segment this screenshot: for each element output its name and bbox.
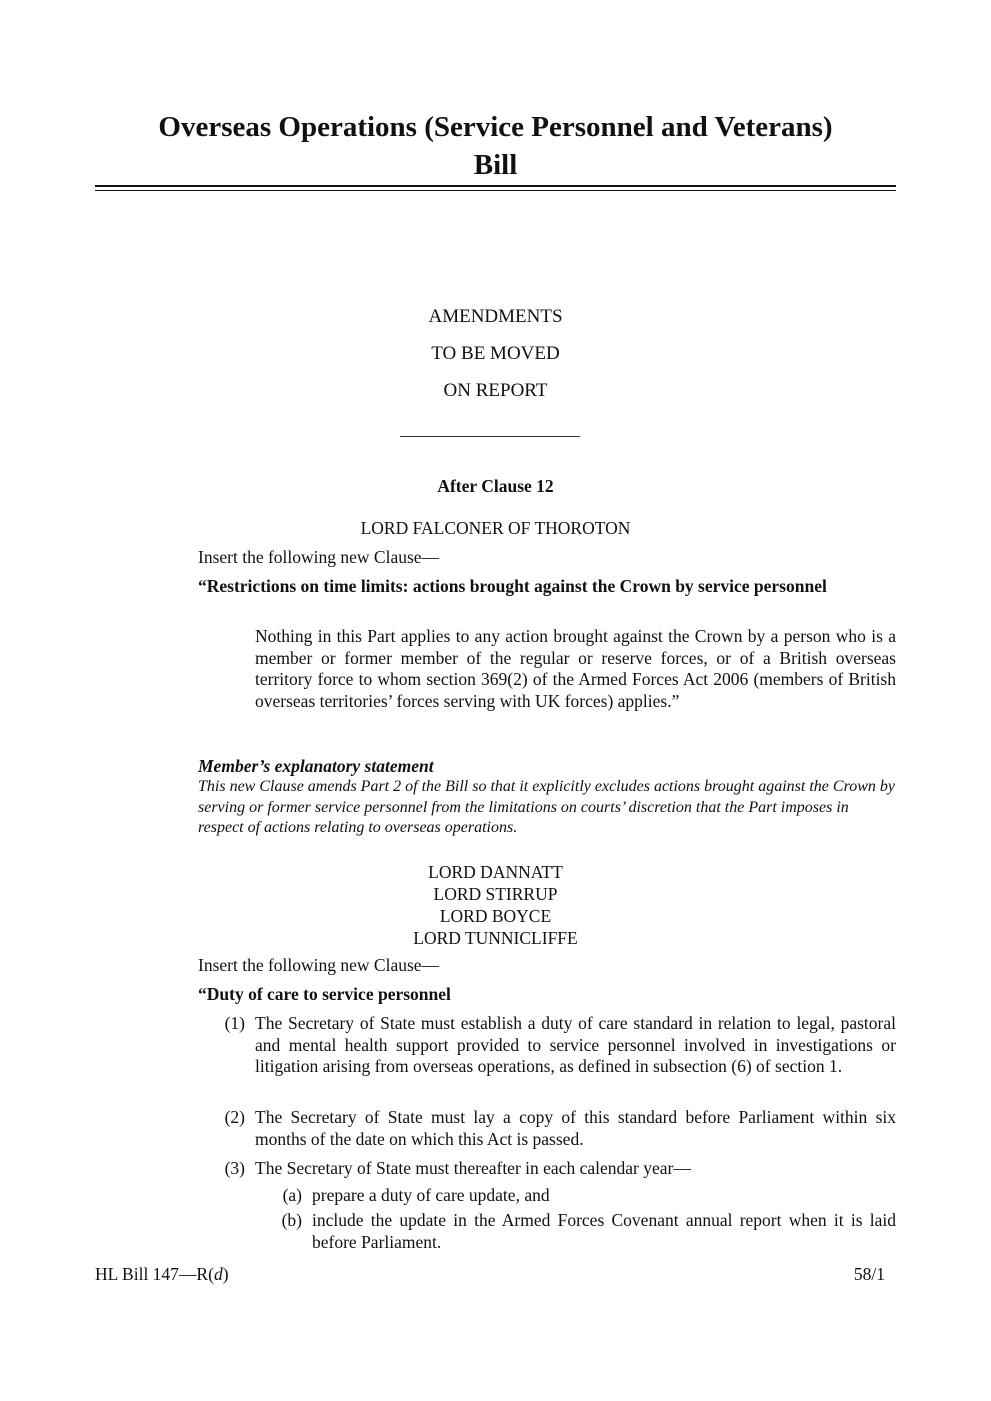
- subsection-2-text: The Secretary of State must lay a copy of this standard before Parliament within six months of the date on which this Act is passed.: [255, 1107, 896, 1149]
- cover-line-on-report: ON REPORT: [443, 380, 548, 401]
- bill-title-line-1: Overseas Operations (Service Personnel and Veterans): [158, 111, 833, 143]
- footer-page-reference: 58/1: [853, 1264, 885, 1284]
- sponsor-boyce: LORD BOYCE: [439, 906, 552, 926]
- footer-bill-ref-italic: d: [213, 1264, 223, 1284]
- footer-bill-ref-main: HL Bill 147—R(: [95, 1264, 214, 1284]
- subsection-1-text: The Secretary of State must establish a duty of care standard in relation to legal, pastoral and mental health support provided to service personnel involved in investigations or litigation arising from overseas operations, as defined in subsection (6) of section 1.: [255, 1013, 896, 1076]
- cover-divider: [400, 436, 580, 437]
- subsection-3-number: (3): [224, 1158, 245, 1178]
- bill-title: [95, 108, 896, 184]
- paragraph-a-text: prepare a duty of care update, and: [312, 1185, 550, 1205]
- footer-bill-ref-end: ): [222, 1264, 229, 1284]
- paragraph-b-number: (b): [281, 1210, 302, 1230]
- amendment-2-clause-title: “Duty of care to service personnel: [198, 984, 451, 1004]
- cover-line-amendments: AMENDMENTS: [428, 306, 563, 327]
- amendment-2-sponsors: [95, 861, 896, 949]
- title-rule-thick: [95, 185, 896, 187]
- paragraph-b-text: include the update in the Armed Forces Covenant annual report when it is laid before Parliament.: [312, 1210, 896, 1252]
- sponsor-stirrup: LORD STIRRUP: [433, 884, 558, 904]
- amendment-2-insert-instruction: Insert the following new Clause—: [198, 955, 440, 975]
- sponsor-dannatt: LORD DANNATT: [428, 862, 563, 882]
- cover-line-to-be-moved: TO BE MOVED: [431, 343, 560, 364]
- title-rule-thin: [95, 190, 896, 191]
- subsection-2-number: (2): [224, 1107, 245, 1127]
- footer-bill-reference: [95, 1264, 229, 1285]
- sponsor-tunnicliffe: LORD TUNNICLIFFE: [413, 928, 578, 948]
- amendment-1-sponsor: LORD FALCONER OF THOROTON: [360, 518, 631, 538]
- amendment-1-clause-body: Nothing in this Part applies to any action brought against the Crown by a person who is a member or former member of the regular or reserve forces, or of a British overseas territory force to whom section 369(2) of the Armed Forces Act 2006 (members of British overseas territories’ forces serving with UK forces) applies.”: [255, 626, 896, 711]
- paragraph-a-number: (a): [282, 1185, 302, 1205]
- amendment-1-clause-title: “Restrictions on time limits: actions brought against the Crown by service personnel: [198, 576, 827, 596]
- explanatory-statement-text: This new Clause amends Part 2 of the Bill so that it explicitly excludes actions brought against the Crown by serving or former service personnel from the limitations on courts’ discretion that the Part imposes in respect of actions relating to overseas operations.: [198, 778, 895, 836]
- amendment-1-insert-instruction: Insert the following new Clause—: [198, 547, 440, 567]
- section-heading: After Clause 12: [437, 476, 554, 496]
- subsection-3-text: The Secretary of State must thereafter in each calendar year—: [255, 1158, 691, 1178]
- subsection-1-number: (1): [224, 1013, 245, 1033]
- bill-title-line-2: Bill: [473, 149, 518, 181]
- explanatory-statement-heading: Member’s explanatory statement: [198, 756, 434, 776]
